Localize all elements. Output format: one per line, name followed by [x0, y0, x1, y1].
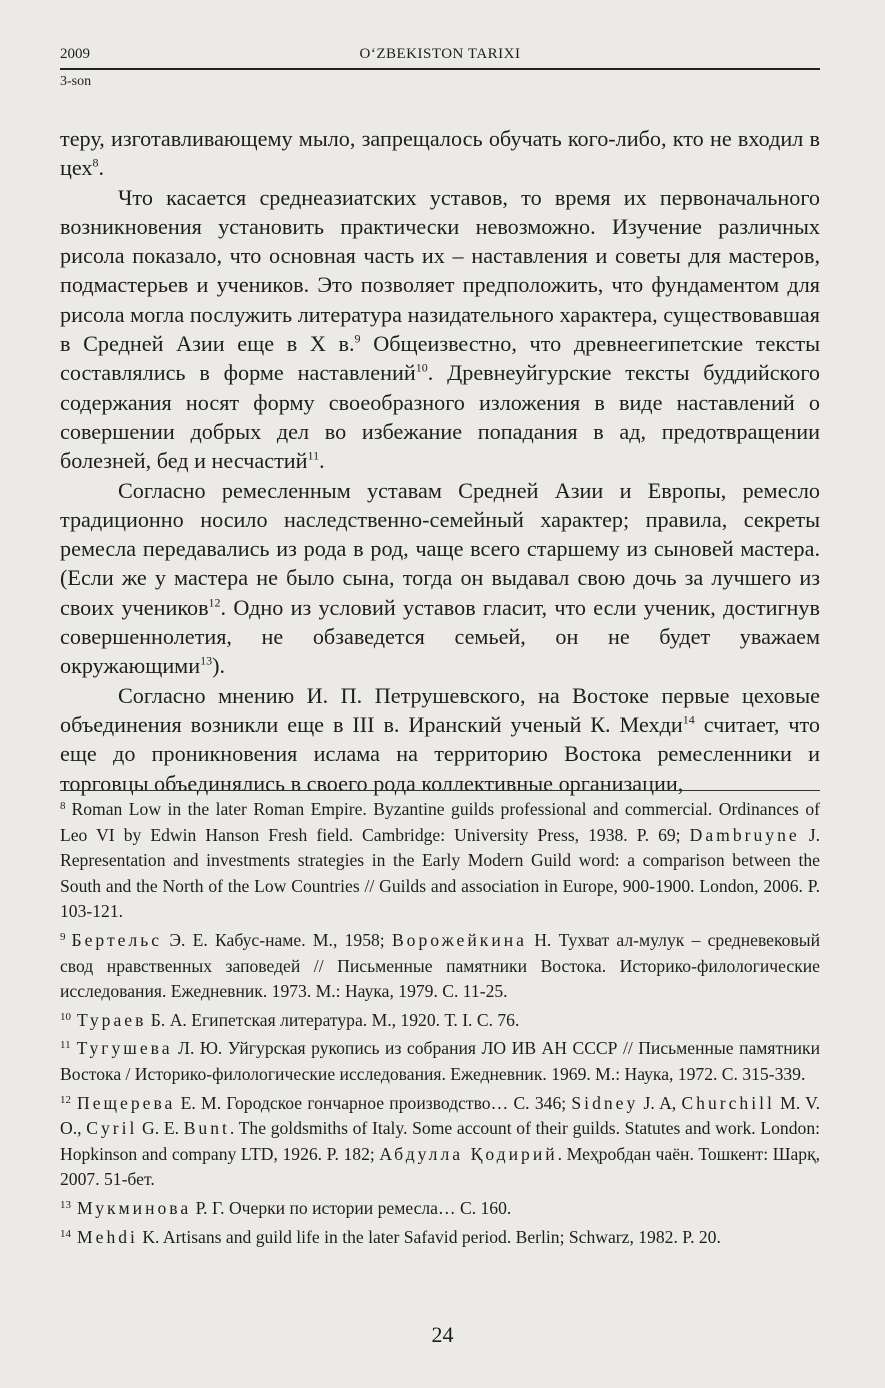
footnote-number: 10	[60, 1010, 71, 1023]
footnote-text: Б. А. Египетская литература. М., 1920. Т. I. С. 76.	[146, 1009, 520, 1030]
footnote-10	[60, 1005, 820, 1034]
paragraph-3-part-c: ).	[212, 653, 226, 679]
footnote-ref-12: 12	[208, 595, 221, 610]
footnote-author: Пещерева	[77, 1092, 176, 1113]
paragraph-2-part-c: . Древнеуйгурские тексты буддийского содержания носят форму своеобразного изложения в виде наставлений о совершении добрых дел во избежание попадания в ад, предотвращении болезней, бед и несчастий	[60, 360, 820, 474]
footnote-ref-10: 10	[415, 360, 428, 375]
footnote-separator	[60, 790, 820, 791]
footnote-ref-8: 8	[92, 155, 99, 170]
footnote-author: Cyril	[86, 1118, 138, 1139]
footnote-text: K. Artisans and guild life in the later Safavid period. Berlin; Schwarz, 1982. P. 20.	[137, 1226, 721, 1247]
footnote-text: . The goldsmiths of Italy. Some account of their guilds. Statutes and work. London: Hopkinson and company LTD, 1926. P. 182;	[60, 1118, 821, 1164]
paragraph-4-part-a: Согласно мнению И. П. Петрушевского, на Востоке первые цеховые объединения возникли еще в III в. Иранский ученый К. Мехди	[60, 682, 820, 737]
footnote-author: Sidney	[571, 1092, 639, 1113]
footnote-ref-13: 13	[200, 653, 213, 668]
footnote-author: Абдулла Қодирий	[379, 1143, 558, 1164]
footnote-11	[60, 1033, 820, 1087]
footnote-author: Ворожейкина	[391, 929, 527, 950]
header-issue: 3-son	[60, 74, 92, 89]
footnote-text: Е. М. Городское гончарное производство… С. 346;	[175, 1092, 572, 1113]
footnote-author: Тураев	[77, 1009, 147, 1030]
footnote-number: 11	[60, 1039, 71, 1052]
footnote-author: Dambruyne	[689, 824, 800, 845]
paragraph-3-part-a: Согласно ремесленным уставам Средней Азии и Европы, ремесло традиционно носило наследственно-семейный характер; правила, секреты ремесла передавались из рода в род, чаще всего старшему из сыновей мастера. (Если же у мастера не было сына, тогда он выдавал свою дочь за лучшего из своих учеников	[60, 477, 820, 620]
footnote-text: M. V. O.,	[60, 1092, 820, 1139]
footnote-number: 12	[60, 1093, 71, 1106]
footnote-text: Р. Г. Очерки по истории ремесла… С. 160.	[191, 1197, 512, 1218]
header-journal-title: O‘ZBEKISTON TARIXI	[359, 46, 521, 62]
paragraph-2-part-d: .	[319, 448, 325, 474]
paragraph-2-part-b: Общеизвестно, что древнеегипетские тексты составлялись в форме наставлений	[60, 331, 820, 386]
footnote-text: Roman Low in the later Roman Empire. Byzantine guilds professional and commercial. Ordinances of Leo VI by Edwin Hanson Fresh field. Cambridge: University Press, 1938. P. 69;	[60, 799, 820, 845]
paragraph-3	[60, 476, 820, 681]
footnote-text: J. Representation and investments strategies in the Early Modern Guild word: a comparison between the South and the North of the Low Countries // Guilds and association in Europe, 900-1900. London, 2006. P. 103-121.	[60, 824, 820, 922]
paragraph-1-tail: .	[98, 155, 105, 181]
main-text	[60, 124, 820, 798]
footnote-ref-14: 14	[682, 712, 695, 727]
header-rule	[60, 68, 820, 70]
footnote-8	[60, 794, 820, 925]
footnote-author: Мукминова	[77, 1197, 192, 1218]
footnote-text: Л. Ю. Уйгурская рукопись из собрания ЛО ИВ АН СССР // Письменные памятники Востока / Историко-филологические исследования. Ежедневник. 1969. М.: Наука, 1972. С. 315-339.	[60, 1038, 820, 1084]
footnote-number: 8	[60, 800, 66, 812]
footnote-14	[60, 1222, 820, 1251]
footnote-author: Бертельс	[71, 929, 163, 950]
paragraph-4	[60, 681, 820, 798]
footnote-author: Churchill	[681, 1092, 775, 1113]
footnote-ref-9: 9	[354, 331, 361, 346]
footnote-number: 14	[60, 1227, 71, 1240]
footnote-text: Н. Тухват ал-мулук – средневековый свод нравственных заповедей // Письменные памятники Востока. Историко-филологические исследования. Ежедневник. 1973. М.: Наука, 1979. С. 11-25.	[60, 929, 820, 1002]
paragraph-4-part-b: считает, что еще до проникновения ислама на территорию Востока ремесленники и торговцы объединялись в своего рода коллективные организации,	[60, 711, 820, 796]
footnote-author: Bunt	[183, 1118, 230, 1139]
paragraph-2-part-a: Что касается среднеазиатских уставов, то время их первоначального возникновения установить практически невозможно. Изучение различных рисола показало, что основная часть их – наставления и советы для мастеров, подмастерьев и учеников. Это позволяет предположить, что фундаментом для рисола могла послужить литература назидательного характера, существовавшая в Средней Азии еще в X в.	[60, 184, 820, 357]
footnote-text: Э. Е. Кабус-наме. М., 1958;	[162, 929, 392, 950]
footnotes	[60, 794, 820, 1250]
footnote-author: Mehdi	[77, 1226, 138, 1247]
paragraph-3-part-b: . Одно из условий уставов гласит, что если ученик, достигнув совершеннолетия, не обзаведется семьей, он не будет уважаем окружающими	[60, 594, 820, 679]
footnote-number: 9	[60, 930, 66, 943]
paragraph-2	[60, 183, 820, 476]
footnote-ref-11: 11	[307, 448, 320, 463]
footnote-13	[60, 1193, 820, 1222]
paragraph-1-text: теру, изготавливающему мыло, запрещалось обучать кого-либо, кто не входил в цех	[60, 126, 820, 181]
footnote-text: G. E.	[137, 1118, 184, 1139]
footnote-text: J. A,	[638, 1092, 682, 1113]
footnote-9	[60, 925, 820, 1005]
footnote-number: 13	[60, 1198, 71, 1211]
page-number: 24	[431, 1322, 454, 1347]
footnote-text: . Меҳробдан чаён. Тошкент: Шарқ, 2007. 51-бет.	[60, 1143, 821, 1190]
footnote-12	[60, 1088, 820, 1193]
paragraph-1	[60, 124, 820, 183]
footnote-author: Тугушева	[76, 1038, 173, 1059]
header-year: 2009	[60, 46, 90, 62]
